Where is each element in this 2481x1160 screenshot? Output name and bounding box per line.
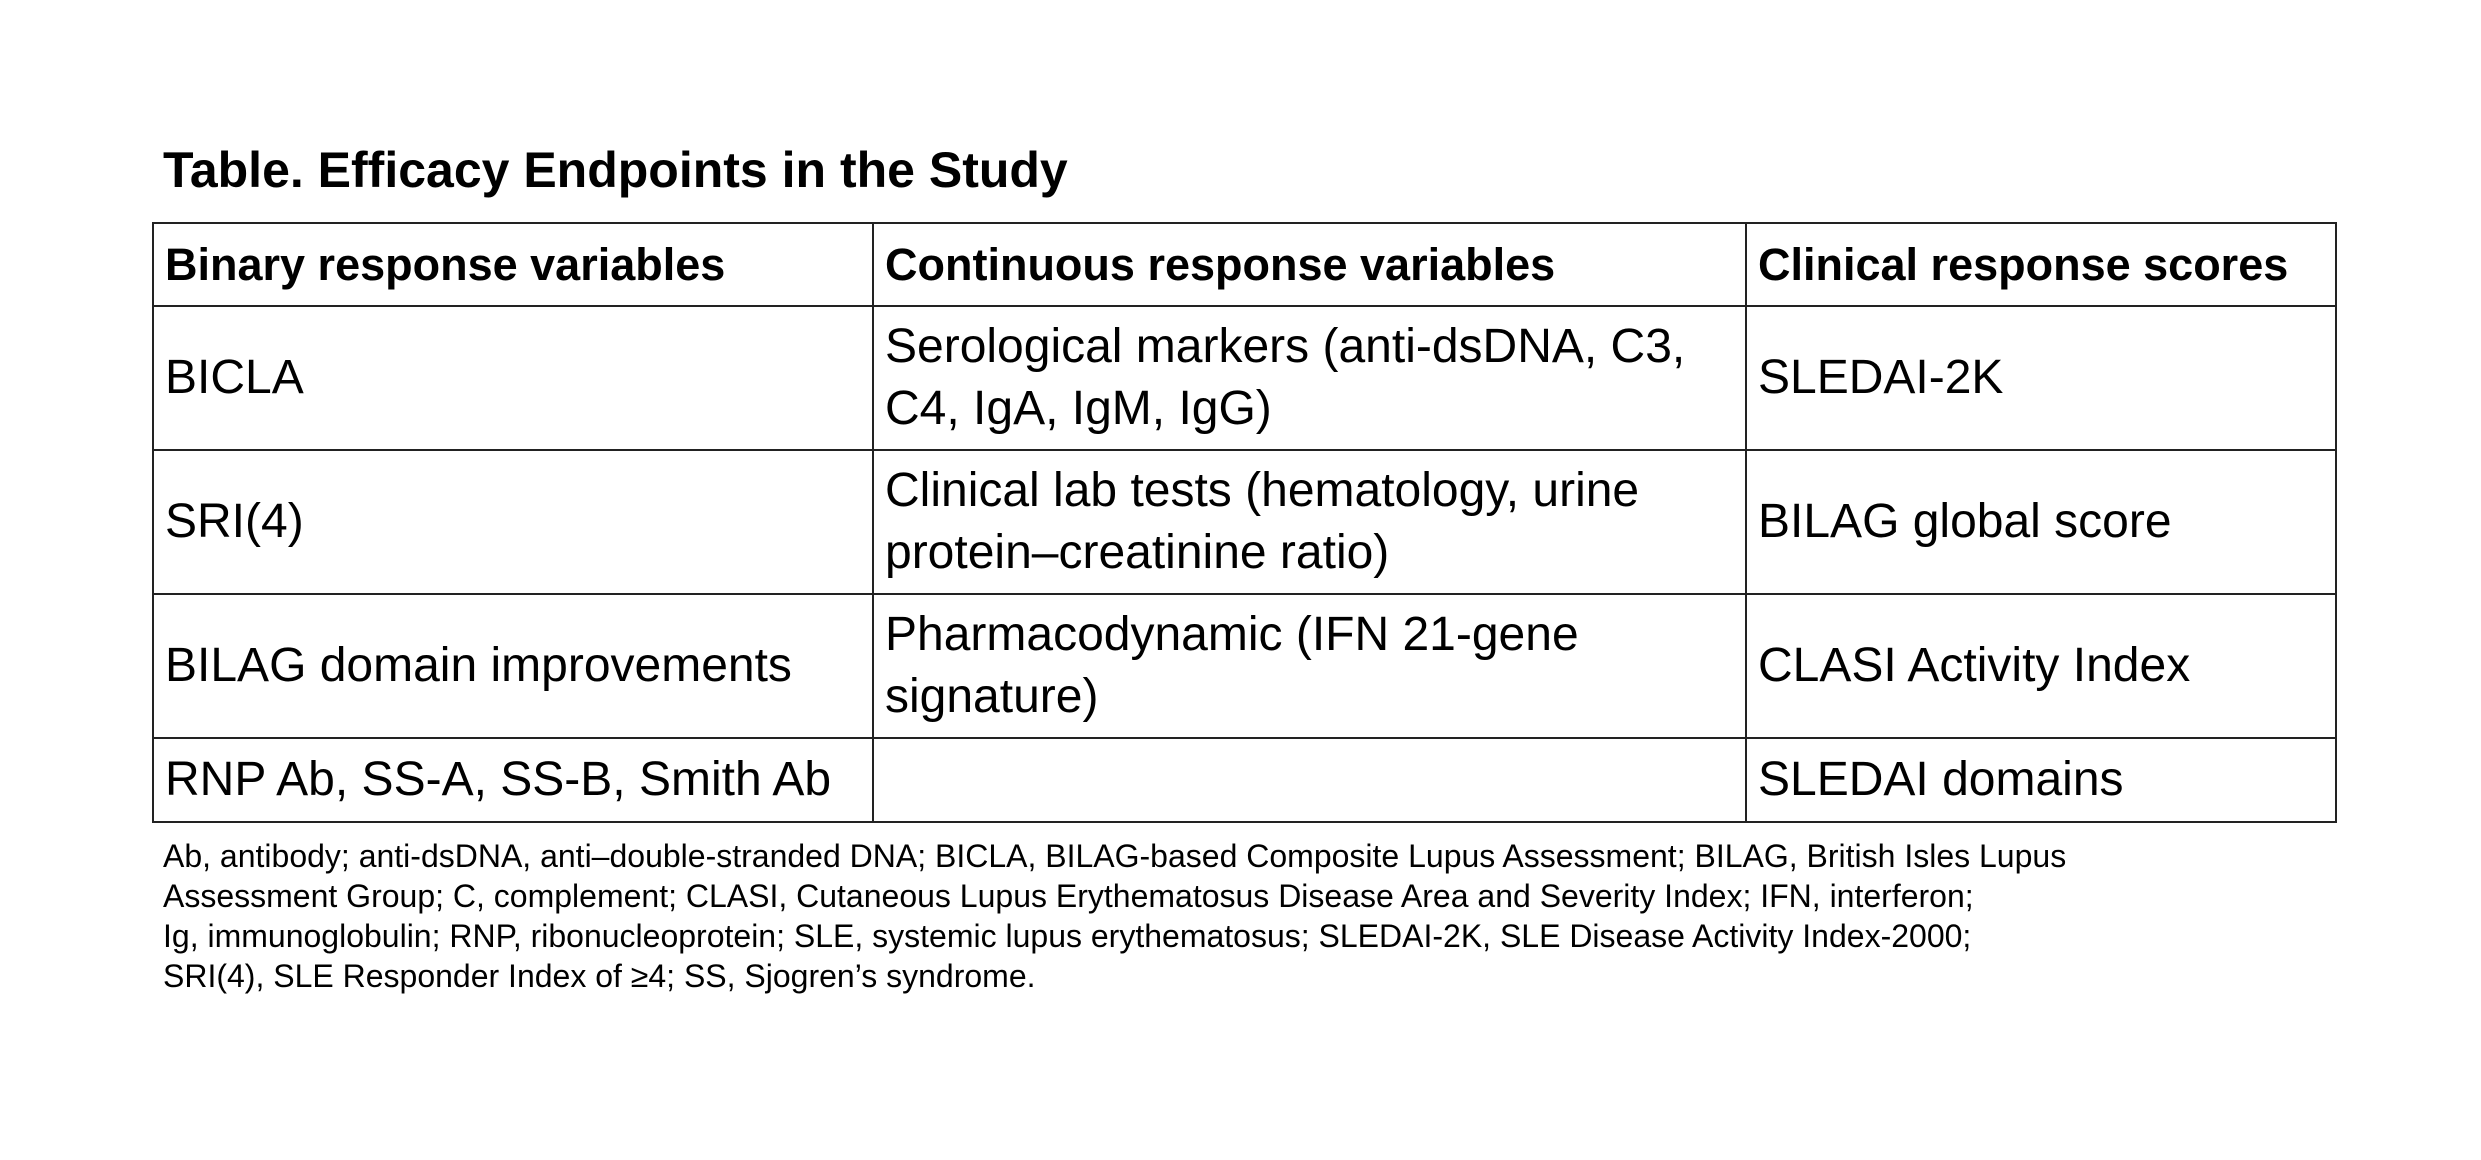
table-cell-continuous	[873, 738, 1746, 822]
column-header-binary: Binary response variables	[153, 223, 873, 306]
table-header-row	[153, 223, 2336, 306]
table-cell-continuous: Serological markers (anti-dsDNA, C3, C4, IgA, IgM, IgG)	[873, 306, 1746, 450]
footnote-line: Ab, antibody; anti-dsDNA, anti–double-stranded DNA; BICLA, BILAG-based Composite Lupus Assessment; BILAG, British Isles Lupus	[163, 838, 2067, 874]
footnote-line: SRI(4), SLE Responder Index of ≥4; SS, Sjogren’s syndrome.	[163, 958, 1036, 994]
table-cell-clinical-score: BILAG global score	[1746, 450, 2336, 594]
table-title: Table. Efficacy Endpoints in the Study	[163, 142, 1068, 198]
column-header-clinical-scores: Clinical response scores	[1746, 223, 2336, 306]
table-row	[153, 738, 2336, 822]
efficacy-endpoints-table	[152, 222, 2337, 823]
table-row	[153, 594, 2336, 738]
table-cell-binary: SRI(4)	[153, 450, 873, 594]
footnote-line: Ig, immunoglobulin; RNP, ribonucleoprotein; SLE, systemic lupus erythematosus; SLEDAI-2K, SLE Disease Activity Index-2000;	[163, 918, 1972, 954]
table-cell-binary: RNP Ab, SS-A, SS-B, Smith Ab	[153, 738, 873, 822]
footnote-line: Assessment Group; C, complement; CLASI, Cutaneous Lupus Erythematosus Disease Area and Severity Index; IFN, interferon;	[163, 878, 1974, 914]
table-footnote	[163, 836, 2343, 996]
table-row	[153, 306, 2336, 450]
table-cell-continuous: Pharmacodynamic (IFN 21-gene signature)	[873, 594, 1746, 738]
table-row	[153, 450, 2336, 594]
table-cell-binary: BILAG domain improvements	[153, 594, 873, 738]
table-cell-clinical-score: SLEDAI domains	[1746, 738, 2336, 822]
table-cell-clinical-score: CLASI Activity Index	[1746, 594, 2336, 738]
table-cell-binary: BICLA	[153, 306, 873, 450]
column-header-continuous: Continuous response variables	[873, 223, 1746, 306]
table-cell-clinical-score: SLEDAI-2K	[1746, 306, 2336, 450]
table-cell-continuous: Clinical lab tests (hematology, urine protein–creatinine ratio)	[873, 450, 1746, 594]
